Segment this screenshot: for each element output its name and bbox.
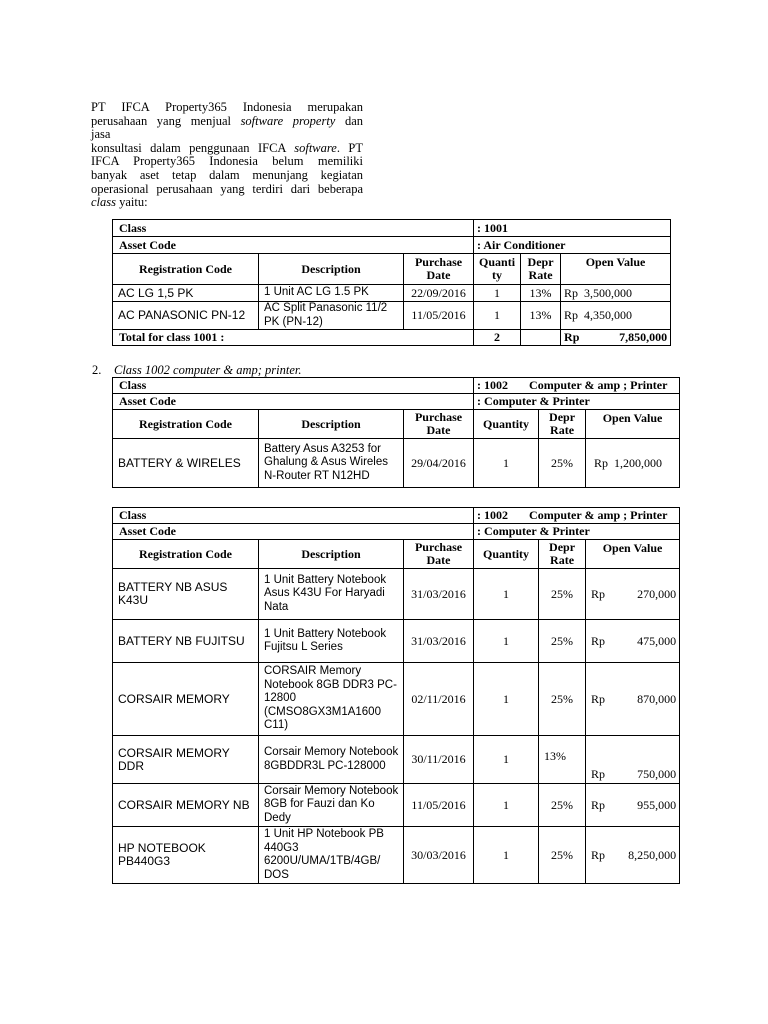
asset-code-value: : Computer & Printer [474,524,680,540]
open-value: Rp 955,000 [586,784,680,827]
registration-code: CORSAIR MEMORY [113,663,259,736]
purchase-date: 31/03/2016 [404,620,474,663]
asset-code-value: : Air Conditioner [474,237,671,254]
asset-table-class-1002-a [112,377,680,488]
intro-line-4: konsultasi dalam penggunaan IFCA software. PT [91,140,364,155]
intro-line-2: perusahaan yang menjual software property dan [91,113,363,128]
purchase-date: 11/05/2016 [404,784,474,827]
depr-rate: 13% [539,736,586,784]
quantity: 1 [474,784,539,827]
registration-code: CORSAIR MEMORY NB [113,784,259,827]
asset-table-class-1001 [112,219,671,346]
depr-rate: 25% [539,620,586,663]
open-value: Rp 8,250,000 [586,827,680,884]
table-row [113,620,680,663]
registration-code: BATTERY NB ASUS K43U [113,569,259,620]
col-registration-code: Registration Code [113,410,259,439]
description: 1 Unit HP Notebook PB 440G3 6200U/UMA/1TB/4GB/ DOS [259,827,404,884]
depr-rate: 13% [521,285,561,302]
col-purchase-date: Purchase Date [404,254,474,285]
quantity: 1 [474,569,539,620]
registration-code: HP NOTEBOOK PB440G3 [113,827,259,884]
intro-line-6: banyak aset tetap dalam menunjang kegiatan [91,167,363,182]
quantity: 1 [474,736,539,784]
table-row [113,302,671,330]
asset-code-value: : Computer & Printer [474,394,680,410]
total-spacer [521,330,561,346]
total-row [113,330,671,346]
total-quantity: 2 [474,330,521,346]
table-row [113,827,680,884]
col-purchase-date: Purchase Date [404,410,474,439]
class-label: Class [113,508,474,524]
total-open-value: Rp 7,850,000 [561,330,671,346]
open-value: Rp 870,000 [586,663,680,736]
table-row [113,784,680,827]
col-description: Description [259,410,404,439]
col-quantity: Quantity [474,410,539,439]
col-open-value: Open Value [561,254,671,285]
purchase-date: 22/09/2016 [404,285,474,302]
intro-line-7: operasional perusahaan yang terdiri dari beberapa [91,181,363,196]
description: CORSAIR Memory Notebook 8GB DDR3 PC-12800 (CMSO8GX3M1A1600 C11) [259,663,404,736]
col-depr-rate: Depr Rate [539,410,586,439]
table-row [113,736,680,784]
asset-table-class-1002-b [112,507,680,884]
quantity: 1 [474,285,521,302]
col-open-value: Open Value [586,540,680,569]
depr-rate: 25% [539,827,586,884]
table-row [113,569,680,620]
open-value: Rp 1,200,000 [586,439,680,488]
table-row [113,285,671,302]
open-value: Rp 270,000 [586,569,680,620]
registration-code: CORSAIR MEMORY DDR [113,736,259,784]
description: Corsair Memory Notebook 8GBDDR3L PC-128000 [259,736,404,784]
table-row [113,439,680,488]
col-open-value: Open Value [586,410,680,439]
col-description: Description [259,254,404,285]
purchase-date: 02/11/2016 [404,663,474,736]
purchase-date: 30/11/2016 [404,736,474,784]
purchase-date: 11/05/2016 [404,302,474,330]
class-value: : 1001 [474,220,671,237]
registration-code: BATTERY NB FUJITSU [113,620,259,663]
description: Corsair Memory Notebook 8GB for Fauzi dan Ko Dedy [259,784,404,827]
intro-line-3: jasa [91,127,111,142]
purchase-date: 30/03/2016 [404,827,474,884]
col-quantity: Quanti ty [474,254,521,285]
intro-line-5: IFCA Property365 Indonesia belum memiliki [91,154,363,169]
open-value: Rp 4,350,000 [561,302,671,330]
asset-code-label: Asset Code [113,524,474,540]
col-registration-code: Registration Code [113,540,259,569]
intro-line-1: PT IFCA Property365 Indonesia merupakan [91,100,363,114]
depr-rate: 25% [539,439,586,488]
col-depr-rate: Depr Rate [521,254,561,285]
registration-code: AC LG 1,5 PK [113,285,259,302]
col-registration-code: Registration Code [113,254,259,285]
registration-code: BATTERY & WIRELES [113,439,259,488]
description: 1 Unit AC LG 1.5 PK [259,285,404,302]
col-depr-rate: Depr Rate [539,540,586,569]
class-value: : 1002 Computer & amp ; Printer [474,508,680,524]
open-value: Rp 475,000 [586,620,680,663]
class-label: Class [113,220,474,237]
open-value: Rp 3,500,000 [561,285,671,302]
total-label: Total for class 1001 : [113,330,474,346]
intro-line-8: class yaitu: [91,195,148,210]
asset-code-label: Asset Code [113,394,474,410]
registration-code: AC PANASONIC PN-12 [113,302,259,330]
section-heading-2: 2. Class 1002 computer & amp; printer. [92,363,302,377]
intro-paragraph [91,101,363,210]
purchase-date: 31/03/2016 [404,569,474,620]
depr-rate: 25% [539,569,586,620]
quantity: 1 [474,302,521,330]
depr-rate: 13% [521,302,561,330]
description: 1 Unit Battery Notebook Fujitsu L Series [259,620,404,663]
col-quantity: Quantity [474,540,539,569]
quantity: 1 [474,827,539,884]
class-value: : 1002 Computer & amp ; Printer [474,378,680,394]
quantity: 1 [474,439,539,488]
quantity: 1 [474,663,539,736]
col-description: Description [259,540,404,569]
description: Battery Asus A3253 for Ghalung & Asus Wireles N-Router RT N12HD [259,439,404,488]
quantity: 1 [474,620,539,663]
description: AC Split Panasonic 11/2 PK (PN-12) [259,302,404,330]
purchase-date: 29/04/2016 [404,439,474,488]
table-row [113,663,680,736]
depr-rate: 25% [539,663,586,736]
col-purchase-date: Purchase Date [404,540,474,569]
depr-rate: 25% [539,784,586,827]
description: 1 Unit Battery Notebook Asus K43U For Haryadi Nata [259,569,404,620]
class-label: Class [113,378,474,394]
asset-code-label: Asset Code [113,237,474,254]
open-value: Rp 750,000 [586,736,680,784]
